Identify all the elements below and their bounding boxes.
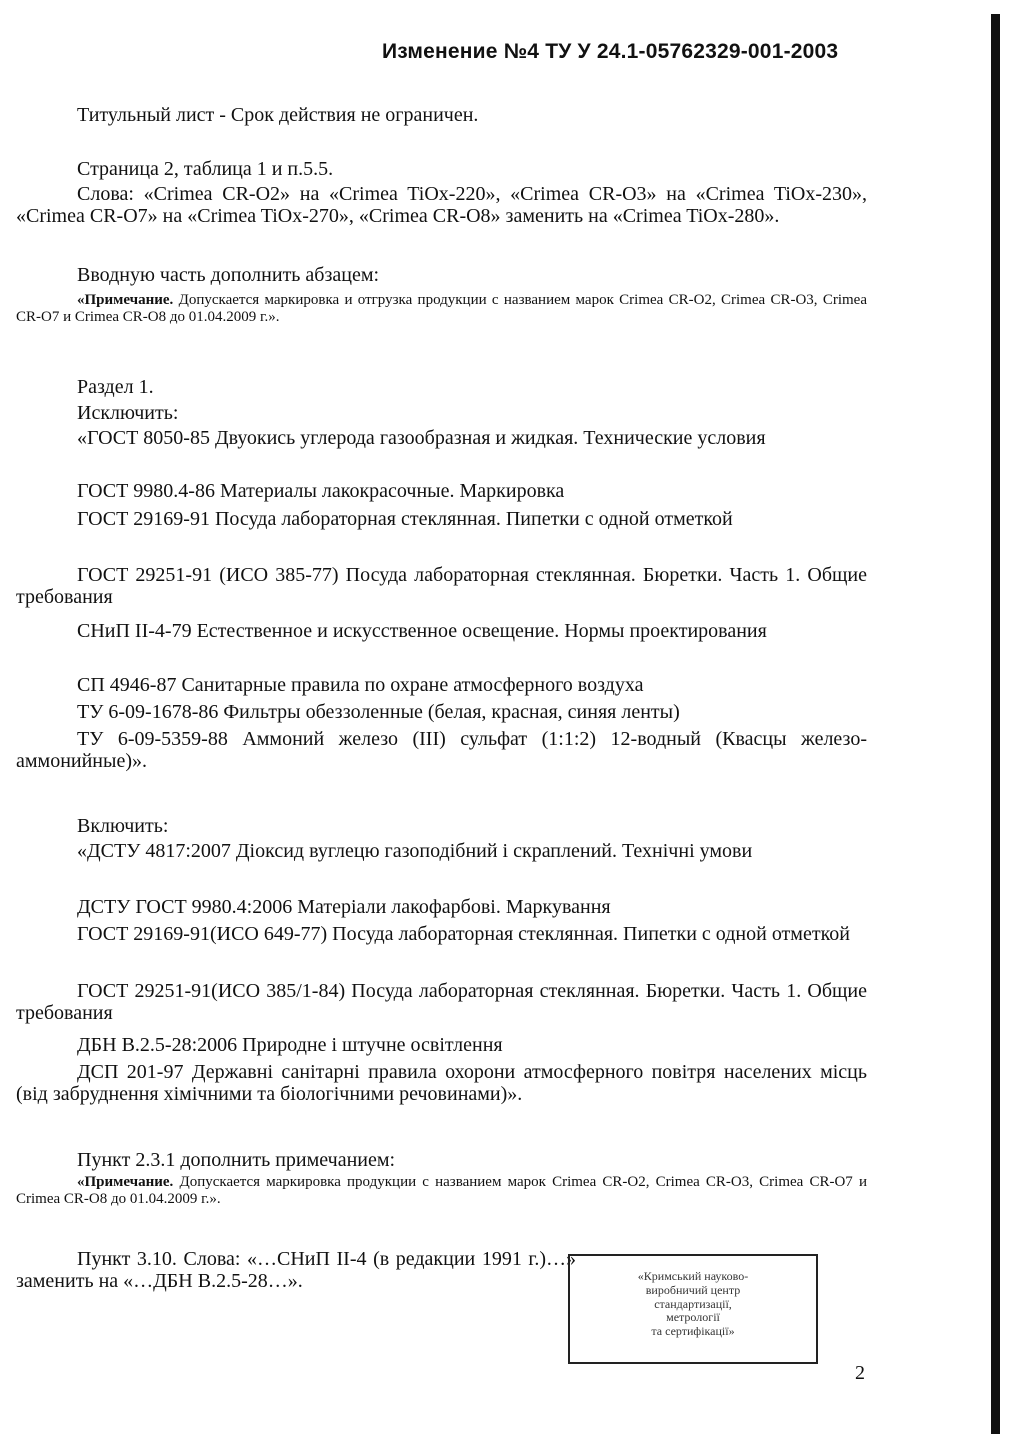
exclude-item: ГОСТ 29251-91 (ИСО 385-77) Посуда лабораторная стеклянная. Бюретки. Часть 1. Общие требования <box>16 564 867 609</box>
clause-3-10: Пункт 3.10. Слова: «…СНиП II-4 (в редакции 1991 г.)…» заменить на «…ДБН В.2.5-28…». <box>16 1248 576 1293</box>
include-item: «ДСТУ 4817:2007 Діоксид вуглецю газоподібний і скраплений. Технічні умови <box>77 840 753 862</box>
exclude-label: Исключить: <box>77 402 179 424</box>
exclude-item: ТУ 6-09-1678-86 Фильтры обеззоленные (белая, красная, синяя ленты) <box>77 701 680 723</box>
include-item: ДБН В.2.5-28:2006 Природне і штучне освітлення <box>77 1034 503 1056</box>
stamp-line: виробничий центр <box>645 1282 741 1297</box>
stamp-line: метрології <box>666 1310 720 1325</box>
stamp-line: стандартизації, <box>654 1296 732 1311</box>
exclude-item: СНиП II-4-79 Естественное и искусственное освещение. Нормы проектирования <box>77 620 767 642</box>
page2-words: Слова: «Crimea CR-O2» на «Crimea TiOx-220», «Crimea CR-O3» на «Crimea TiOx-230», «Crimea CR-O7» на «Crimea TiOx-270», «Crimea CR-O8» заменить на «Crimea TiOx-280». <box>16 183 867 228</box>
document-header: Изменение №4 ТУ У 24.1-05762329-001-2003 <box>382 40 839 63</box>
note-text: Допускается маркировка продукции с названием марок Crimea CR-O2, Crimea CR-O3, Crimea CR-O7 и Crimea CR-O8 до 01.04.2009 г.». <box>16 1174 867 1207</box>
include-item: ДСП 201-97 Державні санітарні правила охорони атмосферного повітря населених місць (від забруднення хімічними та біологічними речовинами)». <box>16 1061 867 1106</box>
note-label: «Примечание. <box>77 292 174 308</box>
note-label: «Примечание. <box>77 1174 174 1190</box>
include-item: ГОСТ 29251-91(ИСО 385/1-84) Посуда лабораторная стеклянная. Бюретки. Часть 1. Общие требования <box>16 980 867 1025</box>
page2-intro: Вводную часть дополнить абзацем: <box>77 264 380 286</box>
exclude-item: СП 4946-87 Санитарные правила по охране атмосферного воздуха <box>77 674 644 696</box>
page2-heading: Страница 2, таблица 1 и п.5.5. <box>77 158 334 180</box>
section1-heading: Раздел 1. <box>77 376 154 398</box>
stamp-line: та сертифікації» <box>651 1324 735 1339</box>
page-edge-bar <box>991 14 1000 1434</box>
page-number: 2 <box>855 1362 865 1384</box>
include-item: ДСТУ ГОСТ 9980.4:2006 Матеріали лакофарбові. Маркування <box>77 896 611 918</box>
note-text: Допускается маркировка и отгрузка продукции с названием марок Crimea CR-O2, Crimea CR-O3, Crimea CR-O7 и Crimea CR-O8 до 01.04.2009 г.». <box>16 292 867 325</box>
include-item: ГОСТ 29169-91(ИСО 649-77) Посуда лабораторная стеклянная. Пипетки с одной отметкой <box>77 923 850 945</box>
title-page-note: Титульный лист - Срок действия не ограничен. <box>77 104 479 126</box>
organization-stamp <box>568 1254 818 1364</box>
exclude-item: ГОСТ 29169-91 Посуда лабораторная стеклянная. Пипетки с одной отметкой <box>77 508 733 530</box>
clause-2-3-1-note <box>16 1174 867 1208</box>
exclude-item: «ГОСТ 8050-85 Двуокись углерода газообразная и жидкая. Технические условия <box>77 427 766 449</box>
exclude-item: ТУ 6-09-5359-88 Аммоний железо (III) сульфат (1:1:2) 12-водный (Квасцы железо-аммонийные)». <box>16 728 867 773</box>
page2-note <box>16 292 867 326</box>
stamp-line: «Кримський науково- <box>637 1269 749 1283</box>
clause-2-3-1-heading: Пункт 2.3.1 дополнить примечанием: <box>77 1149 396 1171</box>
include-label: Включить: <box>77 815 169 837</box>
exclude-item: ГОСТ 9980.4-86 Материалы лакокрасочные. Маркировка <box>77 480 565 502</box>
